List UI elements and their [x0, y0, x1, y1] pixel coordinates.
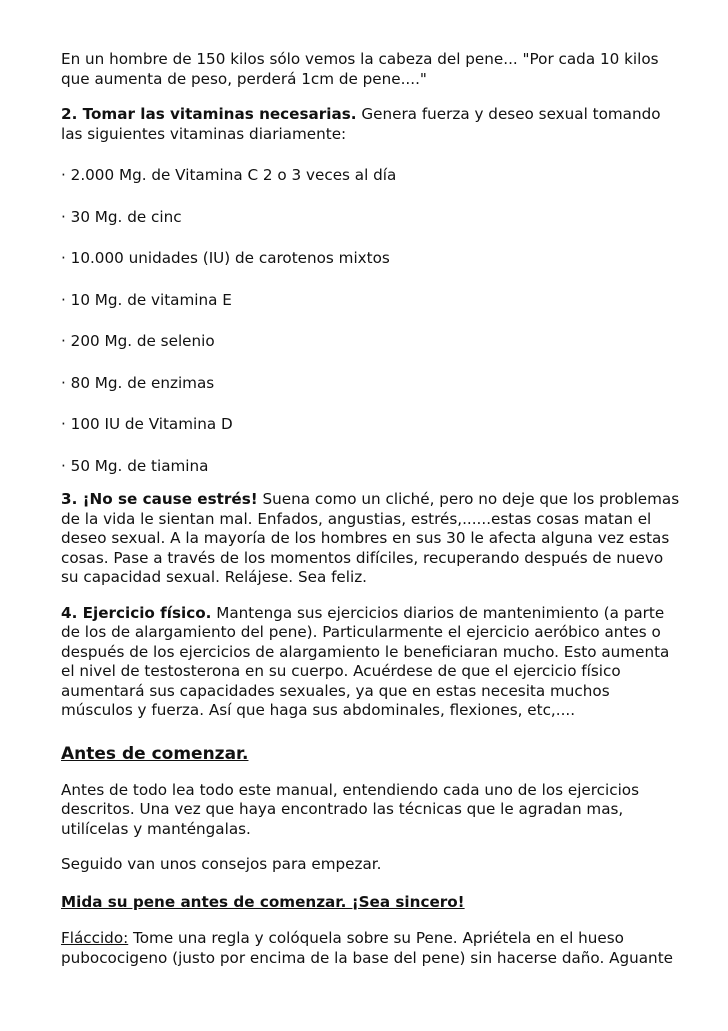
before-paragraph: Antes de todo lea todo este manual, entendiendo cada uno de los ejercicios descritos. Una vez que haya encontrado las técnicas que le agradan mas, utilícelas y manténgalas. — [61, 780, 640, 838]
vitamin-list — [61, 166, 681, 476]
section-2-title: 2. Tomar las vitaminas necesarias. — [61, 105, 357, 123]
intro-paragraph: En un hombre de 150 kilos sólo vemos la cabeza del pene... "Por cada 10 kilos que aumenta de peso, perderá 1cm de pene...." — [61, 50, 659, 88]
flaccid-paragraph — [61, 929, 681, 968]
subheading-measure: Mida su pene antes de comenzar. ¡Sea sincero! — [61, 892, 465, 911]
vitamin-item: · 10.000 unidades (IU) de carotenos mixtos — [61, 249, 390, 267]
vitamin-item: · 100 IU de Vitamina D — [61, 415, 233, 433]
vitamin-item: · 50 Mg. de tiamina — [61, 456, 209, 475]
vitamin-item: · 30 Mg. de cinc — [61, 207, 182, 226]
heading-before-starting: Antes de comenzar. — [61, 743, 249, 764]
section-4-body: Mantenga sus ejercicios diarios de mantenimiento (a parte de los de alargamiento del pene). Particularmente el ejercicio aeróbico antes o después de los ejercicios de alargamiento le beneficiaran mucho. Esto aumenta el nivel de testosterona en su cuerpo. Acuérdese de que el ejercicio físico aumentará sus capacidades sexuales, ya que en estas necesita muchos músculos y fuerza. Así que haga sus abdominales, flexiones, etc,.... — [61, 603, 670, 719]
section-4-title: 4. Ejercicio físico. — [61, 603, 212, 622]
flaccid-label: Fláccido: — [61, 929, 129, 947]
vitamin-item: · 10 Mg. de vitamina E — [61, 290, 232, 309]
flaccid-text: Tome una regla y colóquela sobre su Pene. Apriételа en el hueso pubococigeno (justo por encima de la base del pene) sin hacerse daño. Aguante — [61, 929, 673, 967]
section-2-body: Genera fuerza y deseo sexual tomando las siguientes vitaminas diariamente: — [61, 105, 661, 143]
vitamin-item: · 2.000 Mg. de Vitamina C 2 o 3 veces al día — [61, 166, 397, 184]
document-page — [61, 50, 681, 968]
section-2-paragraph — [61, 105, 681, 144]
section-3-paragraph — [61, 490, 681, 588]
tips-paragraph: Seguido van unos consejos para empezar. — [61, 855, 382, 873]
section-3-body: Suena como un cliché, pero no deje que los problemas de la vida le sientan mal. Enfados, angustias, estrés,......estas cosas matan el deseo sexual. A la mayoría de los hombres en sus 30 le afecta alguna vez estas cosas. Pase a través de los momentos difíciles, recuperando después de nuevo su capacidad sexual. Relájese. Sea feliz. — [61, 490, 680, 586]
section-4-paragraph — [61, 604, 681, 721]
section-3-title: 3. ¡No se cause estrés! — [61, 490, 258, 508]
vitamin-item: · 200 Mg. de selenio — [61, 332, 215, 350]
vitamin-item: · 80 Mg. de enzimas — [61, 373, 215, 392]
